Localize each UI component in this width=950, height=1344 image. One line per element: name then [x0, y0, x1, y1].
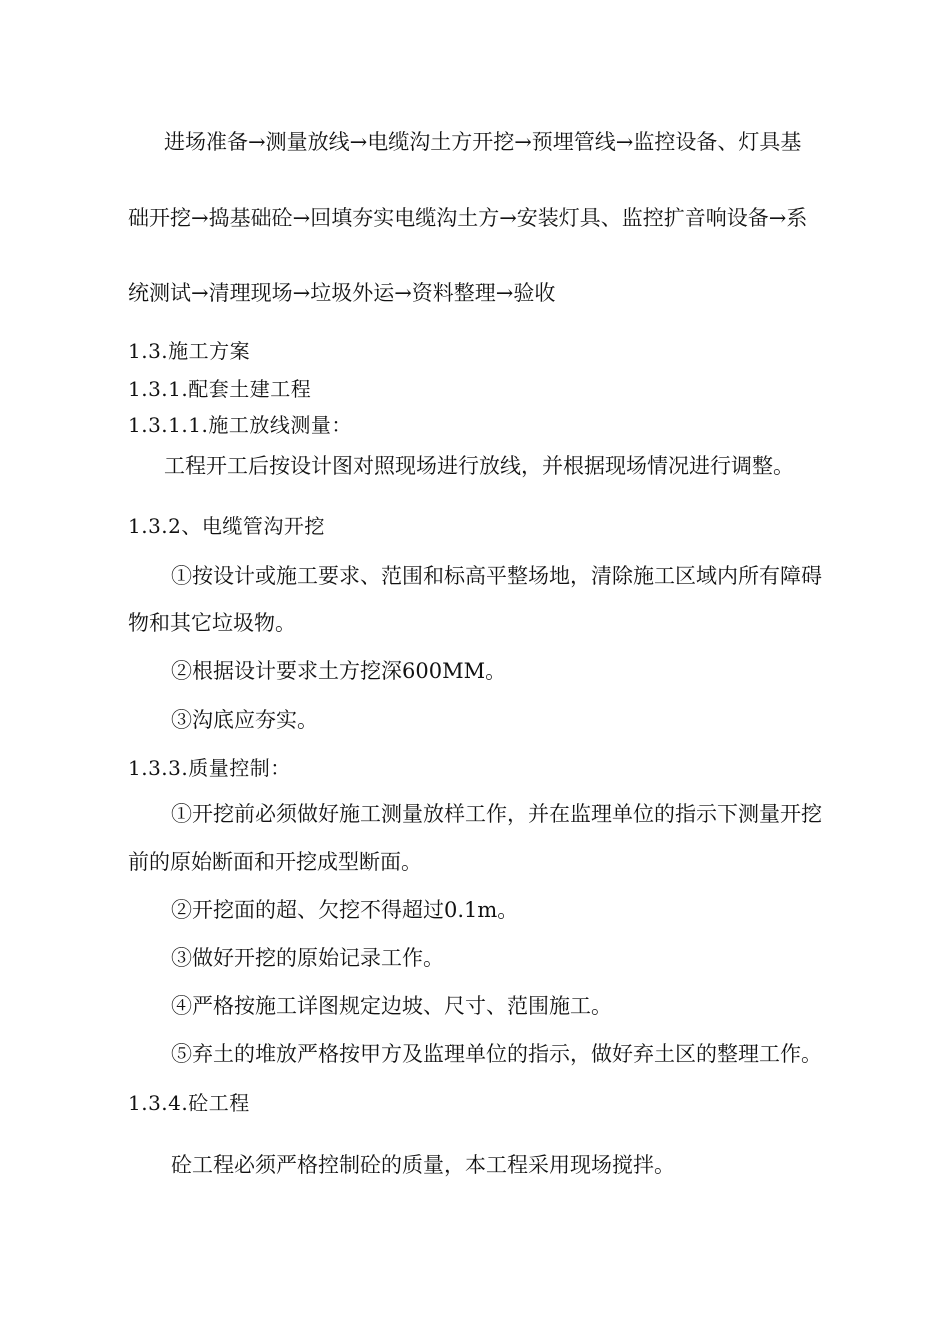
quality-item-1-line-1: ①开挖前必须做好施工测量放样工作，并在监理单位的指示下测量开挖	[171, 802, 822, 826]
heading-1-3: 1.3.施工方案	[128, 339, 251, 363]
quality-item-2: ②开挖面的超、欠挖不得超过0.1m。	[171, 898, 519, 922]
heading-1-3-4: 1.3.4.砼工程	[128, 1091, 250, 1115]
flow-line-3: 统测试→清理现场→垃圾外运→资料整理→验收	[128, 281, 556, 305]
heading-1-3-1-1: 1.3.1.1.施工放线测量：	[128, 413, 352, 437]
trench-item-2: ②根据设计要求土方挖深600MM。	[171, 659, 507, 683]
heading-1-3-3: 1.3.3.质量控制：	[128, 756, 291, 780]
quality-item-4: ④严格按施工详图规定边坡、尺寸、范围施工。	[171, 994, 612, 1018]
trench-item-3: ③沟底应夯实。	[171, 708, 318, 732]
flow-line-1: 进场准备→测量放线→电缆沟土方开挖→预埋管线→监控设备、灯具基	[164, 130, 802, 154]
paragraph-concrete: 砼工程必须严格控制砼的质量，本工程采用现场搅拌。	[171, 1153, 675, 1177]
trench-item-1-line-1: ①按设计或施工要求、范围和标高平整场地，清除施工区域内所有障碍	[171, 564, 822, 588]
paragraph-survey: 工程开工后按设计图对照现场进行放线，并根据现场情况进行调整。	[164, 454, 794, 478]
heading-1-3-1: 1.3.1.配套土建工程	[128, 377, 312, 401]
trench-item-1-line-2: 物和其它垃圾物。	[128, 611, 296, 635]
heading-1-3-2: 1.3.2、电缆管沟开挖	[128, 514, 325, 538]
quality-item-3: ③做好开挖的原始记录工作。	[171, 946, 444, 970]
quality-item-1-line-2: 前的原始断面和开挖成型断面。	[128, 850, 422, 874]
quality-item-5: ⑤弃土的堆放严格按甲方及监理单位的指示，做好弃土区的整理工作。	[171, 1042, 822, 1066]
flow-line-2: 础开挖→捣基础砼→回填夯实电缆沟土方→安装灯具、监控扩音响设备→系	[128, 206, 808, 230]
